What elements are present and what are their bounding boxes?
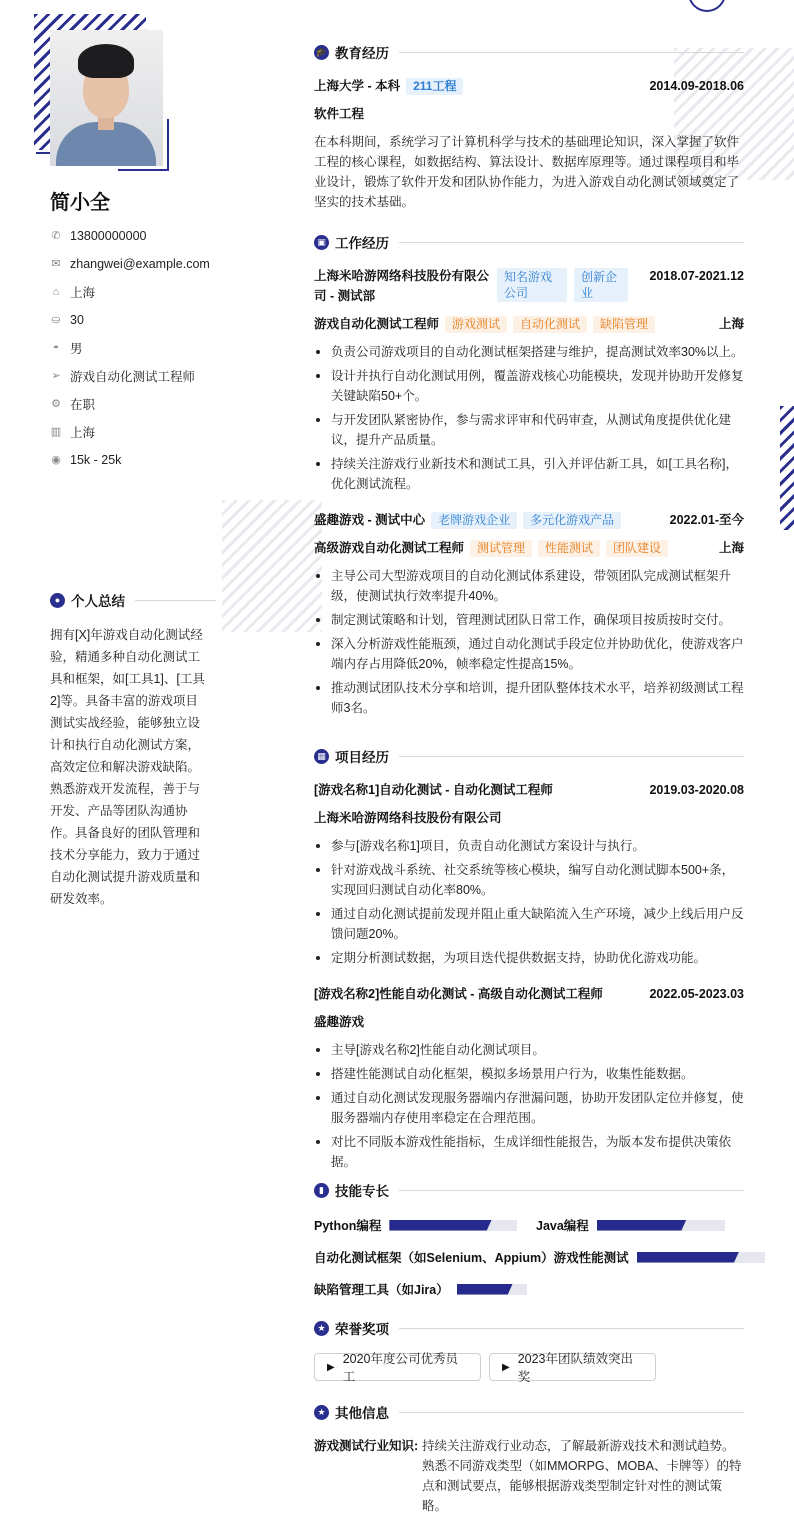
list-item: 定期分析测试数据，为项目迭代提供数据支持，协助优化游戏功能。 [314,948,744,968]
cake-icon: ⛀ [51,314,61,326]
job1-city: 上海 [718,317,744,331]
location-row [50,282,95,302]
avatar [50,30,163,166]
skills-title: 技能专长 [335,1184,389,1199]
photo-frame-line [36,152,50,154]
project2-name: [游戏名称2]性能自动化测试 - 高级自动化测试工程师 [314,987,603,1001]
list-item: 对比不同版本游戏性能指标，生成详细性能报告，为版本发布提供决策依据。 [314,1132,744,1172]
skills-header [314,1180,744,1200]
briefcase-icon: ▣ [314,235,329,250]
section-rule [399,1328,744,1329]
job1-company-tag: 创新企业 [574,268,628,302]
other-header [314,1402,744,1422]
list-item: 通过自动化测试发现服务器端内存泄漏问题，协助开发团队定位并修复，使服务器端内存使用率稳定在合理范围。 [314,1088,744,1128]
list-item: 设计并执行自动化测试用例，覆盖游戏核心功能模块，发现并协助开发修复关键缺陷50+个。 [314,366,744,406]
section-rule [399,756,744,757]
awards-header [314,1318,744,1338]
award-label: 2023年团队绩效突出奖 [517,1352,634,1384]
section-rule [399,242,744,243]
skill-bar-fill [389,1220,491,1231]
coin-icon: ◉ [51,454,61,466]
job1-role-tag: 缺陷管理 [593,316,655,333]
home-icon: ⌂ [52,286,60,298]
grid-icon: ▦ [314,749,329,764]
job1-bullets [314,342,744,498]
gear-icon: ⚙ [51,398,61,410]
skill-item [536,1216,725,1234]
section-rule [399,52,744,53]
other-text: 持续关注游戏行业动态，了解最新游戏技术和测试趋势。熟悉不同游戏类型（如MMORPG、MOBA、卡牌等）的特点和测试要点，能够根据游戏类型制定针对性的测试策略。 [422,1439,742,1513]
skill-bar [597,1220,725,1231]
work-header [314,232,744,252]
photo-frame-line [167,119,169,171]
target-city-text: 上海 [70,426,96,440]
skill-name: 游戏性能测试 [553,1251,629,1265]
job2-company-tag: 多元化游戏产品 [523,512,621,529]
project1-period: 2019.03-2020.08 [649,783,744,797]
job2-bullets [314,566,744,722]
gender-text: 男 [70,342,83,356]
salary-text: 15k - 25k [70,453,122,467]
email-row [50,254,210,274]
target-city-row [50,422,95,442]
chart-icon: ▮ [314,1183,329,1198]
section-rule [399,1190,744,1191]
skill-item [314,1216,517,1234]
skill-bar-fill [597,1220,687,1231]
education-school: 上海大学 - 本科 [314,79,401,93]
list-item: 主导公司大型游戏项目的自动化测试体系建设，带领团队完成测试框架升级，使测试执行效率提升40%。 [314,566,744,606]
summary-title: 个人总结 [71,594,125,609]
projects-title: 项目经历 [335,750,389,765]
job2-company: 盛趣游戏 - 测试中心 [314,513,426,527]
job2-company-row [314,510,621,530]
email-text: zhangwei@example.com [70,257,210,271]
skill-name: Java编程 [536,1219,589,1233]
list-item: 负责公司游戏项目的自动化测试框架搭建与维护，提高测试效率30%以上。 [314,342,744,362]
section-rule [135,600,216,601]
job2-role-tag: 性能测试 [538,540,600,557]
job1-role-row [314,314,655,334]
job2-role-tag: 测试管理 [470,540,532,557]
salary-row [50,450,121,470]
section-rule [399,1412,744,1413]
job1-company: 上海米哈游网络科技股份有限公司 - 测试部 [314,269,490,303]
job1-company-tag: 知名游戏公司 [497,268,567,302]
job2-period: 2022.01-至今 [669,513,744,527]
skill-bar [637,1252,765,1263]
education-tag: 211工程 [406,78,463,95]
education-header [314,42,744,62]
skill-bar [457,1284,527,1295]
award-icon: ★ [314,1405,329,1420]
phone-icon: ✆ [51,230,61,242]
skill-name: Python编程 [314,1219,382,1233]
list-item: 参与[游戏名称1]项目，负责自动化测试方案设计与执行。 [314,836,744,856]
summary-text: 拥有[X]年游戏自动化测试经验，精通多种自动化测试工具和框架，如[工具1]、[工具2]等。具备丰富的游戏项目测试实战经验，能够独立设计和执行自动化测试方案，高效定位和解决游戏缺陷。熟悉游戏开发流程，善于与开发、产品等团队沟通协作。具备良好的团队管理和技术分享能力，致力于通过自动化测试提升游戏质量和研发效率。 [50,628,205,906]
mail-icon: ✉ [51,258,61,270]
play-icon: ▶ [327,1361,335,1373]
status-text: 在职 [70,398,96,412]
decor-hatch-middle [222,500,322,632]
education-school-row [314,76,463,96]
play-icon: ▶ [502,1361,510,1373]
phone-text: 13800000000 [70,229,147,243]
status-row [50,394,95,414]
job2-company-tag: 老牌游戏企业 [431,512,517,529]
project2-period: 2022.05-2023.03 [649,987,744,1001]
award-item [489,1352,656,1384]
decor-circle [688,0,726,12]
project2-bullets [314,1040,744,1176]
job2-role: 高级游戏自动化测试工程师 [314,541,465,555]
other-title: 其他信息 [335,1406,389,1421]
list-item: 主导[游戏名称2]性能自动化测试项目。 [314,1040,744,1060]
education-major: 软件工程 [314,107,365,121]
gender-row [50,338,83,358]
skill-name: 自动化测试框架（如Selenium、Appium） [314,1251,554,1265]
decor-hatch-right-edge [780,406,794,530]
job2-role-tag: 团队建设 [606,540,668,557]
phone-row [50,226,146,246]
project1-bullets [314,836,744,972]
skill-name: 缺陷管理工具（如Jira） [314,1283,449,1297]
job2-role-row [314,538,668,558]
send-icon: ➢ [51,370,61,382]
job1-role-tag: 自动化测试 [513,316,587,333]
other-label: 游戏测试行业知识: [314,1439,419,1453]
awards-title: 荣誉奖项 [335,1322,389,1337]
age-row [50,310,84,330]
project2-company: 盛趣游戏 [314,1015,365,1029]
profile-name: 简小全 [50,192,110,214]
award-icon: ★ [314,1321,329,1336]
job1-period: 2018.07-2021.12 [649,269,744,283]
graduation-cap-icon: 🎓 [314,45,329,60]
list-item: 与开发团队紧密协作，参与需求评审和代码审查，从测试角度提供优化建议，提升产品质量。 [314,410,744,450]
skill-item [314,1280,527,1298]
projects-header [314,746,744,766]
list-item: 深入分析游戏性能瓶颈，通过自动化测试手段定位并协助优化，使游戏客户端内存占用降低20%，帧率稳定性提高15%。 [314,634,744,674]
summary-header [50,590,216,610]
list-item: 持续关注游戏行业新技术和测试工具，引入并评估新工具，如[工具名称]，优化测试流程。 [314,454,744,494]
work-title: 工作经历 [335,236,389,251]
job1-role: 游戏自动化测试工程师 [314,317,440,331]
location-text: 上海 [70,286,96,300]
project1-name: [游戏名称1]自动化测试 - 自动化测试工程师 [314,783,553,797]
skill-item [314,1248,765,1266]
photo-frame-line [118,169,169,171]
award-label: 2020年度公司优秀员工 [342,1352,459,1384]
building-icon: ▥ [50,426,62,438]
education-desc: 在本科期间，系统学习了计算机科学与技术的基础理论知识，深入掌握了软件工程的核心课程，如数据结构、算法设计、数据库原理等。通过课程项目和毕业设计，锻炼了软件开发和团队协作能力，为进入游戏自动化测试领域奠定了坚实的技术基础。 [314,135,740,209]
skill-bar [389,1220,517,1231]
user-icon: ● [50,593,65,608]
list-item: 针对游戏战斗系统、社交系统等核心模块，编写自动化测试脚本500+条，实现回归测试自动化率80%。 [314,860,744,900]
age-text: 30 [70,313,84,327]
skill-bar-fill [637,1252,739,1263]
position-row [50,366,195,386]
job1-role-tag: 游戏测试 [445,316,507,333]
education-period: 2014.09-2018.06 [649,79,744,93]
position-text: 游戏自动化测试工程师 [70,370,196,384]
gender-icon: ◓ [52,342,60,354]
list-item: 通过自动化测试提前发现并阻止重大缺陷流入生产环境，减少上线后用户反馈问题20%。 [314,904,744,944]
award-item [314,1352,481,1384]
skill-bar-fill [457,1284,513,1295]
job2-city: 上海 [718,541,744,555]
education-title: 教育经历 [335,46,389,61]
list-item: 推动测试团队技术分享和培训，提升团队整体技术水平，培养初级测试工程师3名。 [314,678,744,718]
project1-company: 上海米哈游网络科技股份有限公司 [314,811,502,825]
list-item: 制定测试策略和计划，管理测试团队日常工作，确保项目按质按时交付。 [314,610,744,630]
list-item: 搭建性能测试自动化框架，模拟多场景用户行为，收集性能数据。 [314,1064,744,1084]
